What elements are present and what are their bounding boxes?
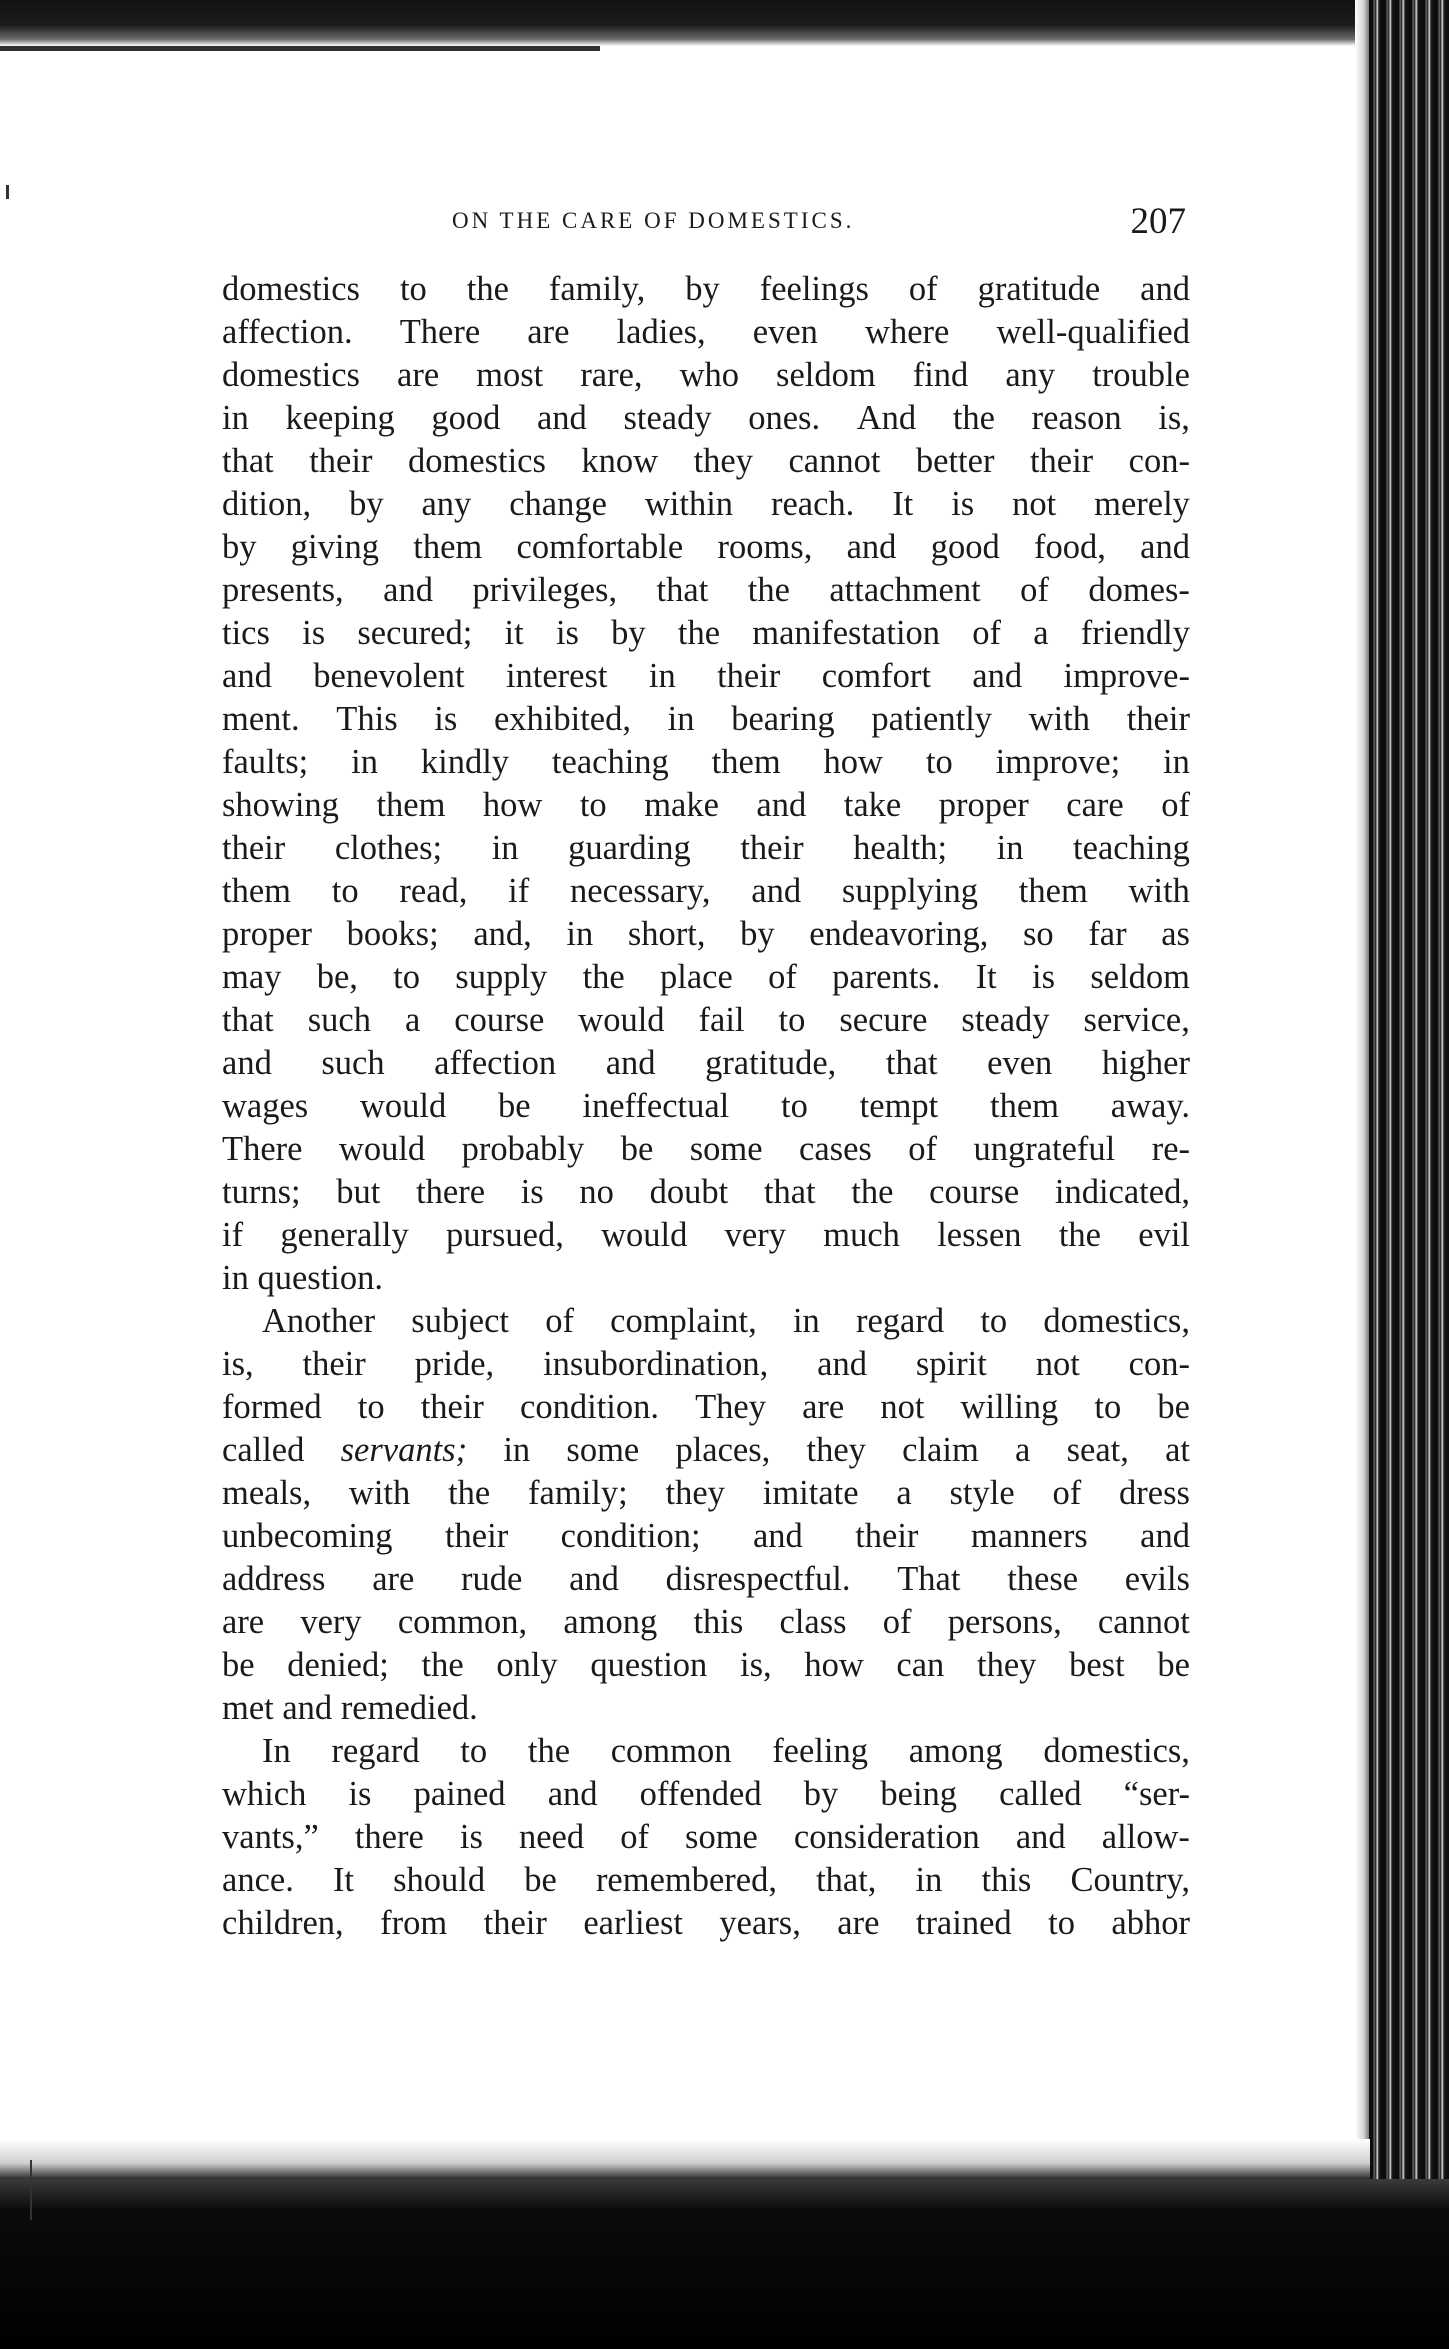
text-line: that their domestics know they cannot better their con-	[222, 442, 1190, 480]
text-line: are very common, among this class of persons, cannot	[222, 1603, 1190, 1641]
text-line: unbecoming their condition; and their manners and	[222, 1517, 1190, 1555]
text-line: their clothes; in guarding their health; in teaching	[222, 829, 1190, 867]
text-line: in question.	[222, 1259, 384, 1297]
scan-bottom-curl	[0, 2139, 1370, 2179]
text-line: may be, to supply the place of parents. It is seldom	[222, 958, 1190, 996]
text-line: turns; but there is no doubt that the course indicated,	[222, 1173, 1190, 1211]
text-line: In regard to the common feeling among domestics,	[262, 1732, 1190, 1770]
text-line: There would probably be some cases of ungrateful re-	[222, 1130, 1190, 1168]
text-line: called servants; in some places, they claim a seat, at	[222, 1431, 1190, 1469]
text-line: tics is secured; it is by the manifestation of a friendly	[222, 614, 1190, 652]
text-line: that such a course would fail to secure steady service,	[222, 1001, 1190, 1039]
text-line: showing them how to make and take proper care of	[222, 786, 1190, 824]
text-line: met and remedied.	[222, 1689, 478, 1727]
text-line: address are rude and disrespectful. That these evils	[222, 1560, 1190, 1598]
text-line: children, from their earliest years, are trained to abhor	[222, 1904, 1190, 1942]
scan-gutter-shadow	[1355, 0, 1369, 2349]
text-line: by giving them comfortable rooms, and good food, and	[222, 528, 1190, 566]
text-line: dition, by any change within reach. It is not merely	[222, 485, 1190, 523]
text-line: be denied; the only question is, how can they best be	[222, 1646, 1190, 1684]
text-line: presents, and privileges, that the attachment of domes-	[222, 571, 1190, 609]
text-line: and such affection and gratitude, that even higher	[222, 1044, 1190, 1082]
text-line: is, their pride, insubordination, and spirit not con-	[222, 1345, 1190, 1383]
scan-right-edge	[1369, 0, 1449, 2349]
running-head: ON THE CARE OF DOMESTICS.	[452, 208, 855, 233]
scan-mark	[6, 185, 9, 199]
text-line: vants,” there is need of some consideration and allow-	[222, 1818, 1190, 1856]
text-line: domestics are most rare, who seldom find any trouble	[222, 356, 1190, 394]
text-line: faults; in kindly teaching them how to improve; in	[222, 743, 1190, 781]
text-line: proper books; and, in short, by endeavoring, so far as	[222, 915, 1190, 953]
text-line: formed to their condition. They are not willing to be	[222, 1388, 1190, 1426]
scan-mark	[30, 2160, 32, 2220]
text-line: if generally pursued, would very much lessen the evil	[222, 1216, 1190, 1254]
text-line: ment. This is exhibited, in bearing patiently with their	[222, 700, 1190, 738]
scan-top-edge-shadow	[0, 46, 600, 51]
body-text	[222, 268, 1190, 1945]
text-line: domestics to the family, by feelings of gratitude and	[222, 270, 1190, 308]
page-header	[226, 200, 1186, 260]
text-line: in keeping good and steady ones. And the reason is,	[222, 399, 1190, 437]
scan-bottom-edge	[0, 2179, 1449, 2349]
scan-top-edge	[0, 0, 1380, 46]
text-line: which is pained and offended by being called “ser-	[222, 1775, 1190, 1813]
text-line: and benevolent interest in their comfort and improve-	[222, 657, 1190, 695]
text-line: Another subject of complaint, in regard to domestics,	[262, 1302, 1190, 1340]
text-line: ance. It should be remembered, that, in this Country,	[222, 1861, 1190, 1899]
page-number: 207	[1130, 201, 1186, 242]
text-line: wages would be ineffectual to tempt them away.	[222, 1087, 1190, 1125]
text-line: meals, with the family; they imitate a style of dress	[222, 1474, 1190, 1512]
text-line: affection. There are ladies, even where well-qualified	[222, 313, 1190, 351]
text-line: them to read, if necessary, and supplying them with	[222, 872, 1190, 910]
